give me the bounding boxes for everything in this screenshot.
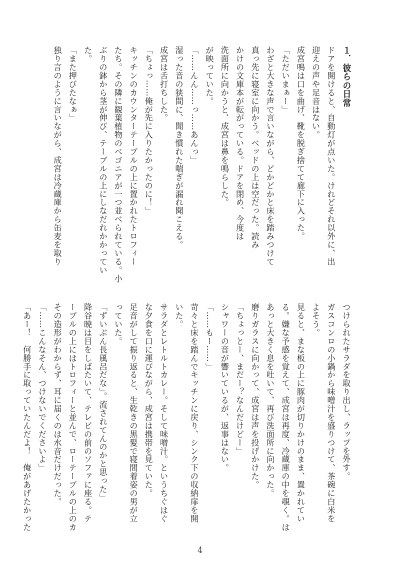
text-line: わざと大きな声で言いながら、どかどかと床を踏みつけて — [265, 46, 276, 266]
text-line: 成宮鳴は口を曲げ、靴を脱ぎ捨てて廊下に入った。 — [296, 46, 307, 241]
text-line: 「……んん……っ……あんっ」 — [189, 46, 200, 165]
text-line: シャワーの音が響いているが、返事はない。 — [220, 303, 231, 472]
text-line: 「……もー……」 — [205, 303, 216, 371]
text-line: つけられたサラダを取り出し、ラップを外す。 — [342, 303, 352, 481]
page-number: 4 — [197, 546, 203, 555]
text-line: 「……こんなそん、つけないでくださいよ」 — [37, 303, 48, 472]
text-line: 「ずいぶん長風呂だな」。流されてんのかと思った」 — [98, 303, 109, 502]
text-line: あっと大きく息を吐いて、再び洗面所に向かった。 — [265, 303, 276, 498]
text-line: ガスコンロの小鍋から味噌汁を盛りつけて、茶碗に白米を — [326, 303, 337, 523]
text-line: 見ると、まな板の上に豚肉が切りかけのまま、置かれてい — [296, 303, 307, 523]
text-line: サラダとレトルトカレー。そして味噌汁。というちぐはぐ — [159, 303, 170, 523]
text-line: いた。 — [174, 303, 185, 329]
text-line: よそう。 — [311, 303, 322, 337]
text-line: 独り言のように言いながら、成宮は冷蔵庫から缶麦を取り — [53, 46, 64, 266]
text-line: 「ちょっとー、まだー？なんだけどー」 — [235, 303, 246, 456]
text-line: 洗面所に向かうと、成宮は鼻を鳴らした。 — [220, 46, 231, 207]
text-line: 「また押びたなぁ」 — [68, 46, 79, 123]
text-line: る。嫌な予感を覚えて、成宮は再度、冷蔵庫の中を覗く。は — [281, 303, 292, 532]
text-line: ぶりの鉢から茎が伸び、テーブルの上にしなだれかかってい — [98, 46, 109, 275]
text-line: 「ちょっ……俺が先に入りたかったのに！」 — [144, 46, 155, 215]
lower-text-column — [22, 303, 354, 532]
text-line: っていた。 — [113, 303, 124, 346]
text-line: その造形がわからず、耳に届くのは水音だけだった。 — [53, 303, 64, 506]
text-line: 真っ先に寝室に向かう。ベッドの上は空だった。読み — [250, 46, 261, 249]
text-line: 湿った音の狭間に、聞き慣れた喘ぎが漏れ聞こえる。 — [174, 46, 185, 249]
text-line: かけの文庫本が転がっている。ドアを閉め、今度は — [235, 46, 246, 241]
text-line: 迎えの声や足音はない。 — [311, 46, 322, 139]
text-line: 「ただいまぁー」 — [281, 46, 292, 114]
text-line: が映っていた。 — [205, 46, 216, 106]
text-line: 苛々と床を踏んでキッチンに戻り、シンク下の収納扉を開 — [189, 303, 200, 523]
text-line: たち。その隣に観葉植物のベゴニアが一つ並べられている。小 — [113, 46, 124, 283]
text-line: 磨りガラスに向かって、成宮は声を投げかけた。 — [250, 303, 261, 489]
text-line: 成宮は舌打ちした。 — [159, 46, 170, 123]
text-line: 降谷暁は目をしばたいて、テレビの前のソファに座る。テ — [83, 303, 94, 523]
text-line: キッチンのカウンターテーブルの上に置かれたトロフィー — [129, 46, 140, 266]
text-line: 足音がして振り返ると、生乾きの黒髪で寝間着姿の男が立 — [129, 303, 140, 523]
text-line: 「あー！ 何勝手に取っていたんだよ！ 俺があげたかった — [22, 303, 33, 532]
chapter-heading: １．彼らの日常 — [342, 46, 352, 108]
upper-text-column — [54, 46, 354, 288]
text-line: な夕食を口に運びながら、成宮は携帯を見ていた。 — [144, 303, 155, 498]
text-line: た。 — [83, 46, 94, 63]
text-line: ドアを開けると、自動灯が点いた。けれどそれ以外に、出 — [326, 46, 337, 266]
text-line: ーブルの上にはトロフィーと並んで、ローテーブルの上のカ — [68, 303, 79, 532]
